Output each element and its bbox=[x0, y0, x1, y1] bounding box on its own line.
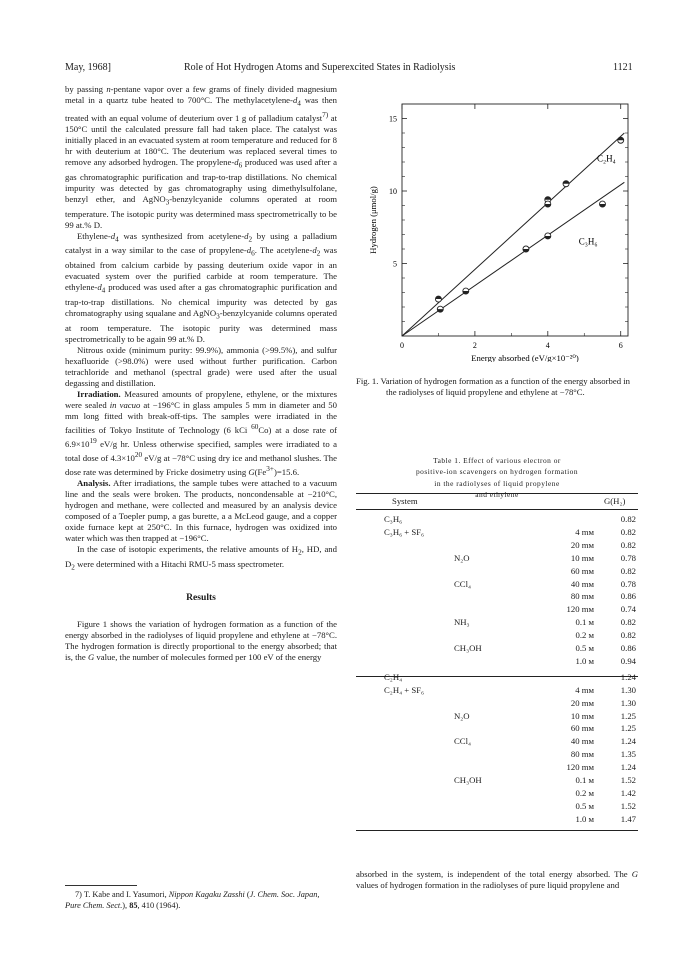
table-cell-concentration: 20 mм bbox=[570, 539, 594, 550]
table-cell-g-value: 1.24 bbox=[620, 671, 636, 682]
table-caption-line: Table 1. Effect of various electron or bbox=[433, 456, 561, 465]
table-cell-g-value: 0.82 bbox=[620, 617, 636, 628]
table-cell-g-value: 1.47 bbox=[620, 813, 636, 824]
table-cell-g-value: 1.30 bbox=[620, 697, 636, 708]
table-cell-g-value: 1.35 bbox=[620, 749, 636, 760]
table-cell-concentration: 60 mм bbox=[570, 565, 594, 576]
table-header-system: System bbox=[392, 496, 418, 506]
table-cell-g-value: 1.25 bbox=[620, 723, 636, 734]
figure-1-chart bbox=[356, 84, 638, 362]
table-cell-concentration: 120 mм bbox=[566, 762, 594, 773]
body-paragraph: Nitrous oxide (minimum purity: 99.9%), ammonia (>99.5%), and sulfur hexafluoride (>98.0%) were used without further purification. Carbon tetrachloride and methanol (spectral grade) were used after the usual degassing and distillation. bbox=[65, 345, 337, 389]
table-cell-scavenger: CCl₄ bbox=[454, 578, 472, 589]
table-cell-scavenger: N₂O bbox=[454, 552, 470, 563]
x-tick-label: 6 bbox=[618, 341, 623, 350]
y-tick-label: 15 bbox=[389, 114, 397, 124]
body-paragraph: Ethylene-$d_4$ was synthesized from acetylene-$d_2$ by using a palladium catalyst in a way similar to the case of propylene-$d_6$. The acetylene-$d_2$ was obtained from calcium carbide by passing deuterium oxide vapor in an evacuated system over the purified carbide at room temperature. The ethylene-$d_4$ produced was used after a gas chromatographic purification and trap-to-trap distillations. No chemical impurity was detected by gas chromatography using squalane and AgNO$_3$-benzylcyanide columns operated at room temperature. The isotopic purity was determined mass spectrometrically to be again 99 at.% D. bbox=[65, 230, 337, 344]
table-cell-g-value: 1.24 bbox=[620, 762, 636, 773]
table-cell-scavenger: CH₃OH bbox=[454, 643, 482, 653]
table-cell-concentration: 10 mм bbox=[570, 710, 594, 721]
table-cell-concentration: 10 mм bbox=[570, 552, 594, 563]
table-cell-concentration: 0.2 м bbox=[575, 630, 594, 641]
body-paragraph: Irradiation. Measured amounts of propylene, ethylene, or the mixtures were sealed in vacuo at −196°C in glass ampules 5 mm in diameter and 50 mm long fitted with break-off-tips. The samples were irradiated in the facilities of Tokyo Institute of Technology (6 kCi $^{60}$Co) at a dose rate of $6.9\times 10^{19}$ eV/g hr. Unless otherwise specified, samples were irradiated to a total dose of $4.3\times 10^{20}$ eV/g at −78°C using dry ice and methanol slushes. The dose rate was determined by Fricke dosimetry using $G(Fe^{3+})=15.6$. bbox=[65, 389, 337, 478]
body-paragraph: Analysis. After irradiations, the sample tubes were attached to a vacuum line and the seals were broken. The products, noncondensable at −210°C, hydrogen and methane, were collected and measured by an analysis device composed of a Toepler pump, a gas burette, a a McLeod gauge, and a copper oxide furnace kept at 250°C. In this furnace, hydrogen was oxidized into water which was then trapped at −196°C. bbox=[65, 478, 337, 544]
table-cell-g-value: 0.86 bbox=[620, 591, 636, 602]
table-cell-scavenger: CH₃OH bbox=[454, 775, 482, 785]
figure-caption bbox=[356, 376, 638, 398]
series-label: C₃H₆ bbox=[578, 236, 598, 247]
table-cell-concentration: 80 mм bbox=[570, 591, 594, 602]
table-caption-line: and ethylene bbox=[475, 490, 519, 500]
series-line bbox=[402, 182, 624, 336]
table-cell-system: C₂H₄ + SF₆ bbox=[384, 684, 425, 695]
footnote bbox=[65, 890, 337, 911]
y-tick-label: 10 bbox=[389, 187, 397, 196]
table-cell-concentration: 1.0 м bbox=[575, 655, 594, 666]
table-cell-g-value: 0.82 bbox=[620, 565, 636, 576]
body-paragraph: In the case of isotopic experiments, the relative amounts of $H_2$, HD, and $D_2$ were determined with a Hitachi RMU-5 mass spectrometer. bbox=[65, 544, 337, 572]
table-cell-g-value: 0.74 bbox=[620, 604, 636, 615]
table-cell-g-value: 0.94 bbox=[620, 655, 636, 666]
table-cell-concentration: 0.5 м bbox=[575, 643, 594, 653]
table-cell-concentration: 80 mм bbox=[570, 749, 594, 760]
table-cell-concentration: 0.1 м bbox=[575, 775, 594, 785]
figure-caption-text: Fig. 1. Variation of hydrogen formation as a function of the energy absorbed in the radiolyses of liquid propylene and ethylene at −78°C. bbox=[356, 376, 630, 397]
table-cell-concentration: 20 mм bbox=[570, 697, 594, 708]
right-column-paragraph: absorbed in the system, is independent of the total energy absorbed. The G values of hydrogen formation in the radiolyses of pure liquid propylene and bbox=[356, 869, 638, 891]
series-label: C₂H₄ bbox=[597, 153, 616, 164]
running-head-title: Role of Hot Hydrogen Atoms and Superexcited States in Radiolysis bbox=[184, 62, 456, 73]
table-cell-g-value: 1.25 bbox=[620, 710, 636, 721]
table-cell-g-value: 0.82 bbox=[620, 514, 636, 524]
table-cell-system: C₂H₄ bbox=[384, 671, 403, 682]
body-paragraph: Figure 1 shows the variation of hydrogen formation as a function of the energy absorbed in the radiolyses of liquid propylene and ethylene at −78°C. The hydrogen formation is directly proportional to the energy absorbed; that is, the G value, the number of molecules formed per 100 eV of the energy bbox=[65, 618, 337, 663]
table-cell-g-value: 0.86 bbox=[620, 643, 636, 653]
table-cell-system: C₃H₆ bbox=[384, 514, 403, 524]
table-cell-g-value: 0.78 bbox=[620, 552, 636, 563]
left-column-text bbox=[65, 84, 337, 663]
table-cell-g-value: 0.82 bbox=[620, 526, 636, 537]
x-axis-label: Energy absorbed (eV/g×10⁻²⁰) bbox=[471, 353, 579, 362]
page-number: 1121 bbox=[613, 62, 633, 73]
table-bottom-rule bbox=[356, 830, 638, 831]
table-cell-concentration: 0.1 м bbox=[575, 617, 594, 628]
table-cell-system: C₃H₆ + SF₆ bbox=[384, 526, 425, 537]
right-column-text bbox=[356, 869, 638, 891]
table-header-g: G(H₂) bbox=[604, 496, 626, 506]
body-paragraph: by passing n-pentane vapor over a few grams of finely divided magnesium metal in a quartz tube heated to 700°C. The methylacetylene-$d_4$ was then treated with an equal volume of deuterium over 1 g of palladium catalyst$^{7)}$ at 150°C until the calculated pressure fall had taken place. The catalyst was initially placed in an evacuated system at room temperature and reduced for 8 hr with deuterium at 180°C. The deuterium was replaced several times to remove any adsorbed hydrogen. The propylene-$d_6$ produced was used after a gas chromatographic purification and trap-to-trap distillations. No chemical impurity was detected by gas chromatography using dimethylsulfolane, benzyl ether, and AgNO$_3$-benzylcyanide columns operated at room temperature. The isotopic purity was determined mass spectrometrically to be 99 at.% D. bbox=[65, 84, 338, 230]
table-cell-concentration: 1.0 м bbox=[575, 813, 594, 824]
table-cell-g-value: 1.42 bbox=[620, 787, 636, 798]
table-cell-concentration: 0.2 м bbox=[575, 787, 594, 798]
table-cell-g-value: 0.78 bbox=[620, 578, 636, 589]
y-axis-label: Hydrogen (μmol/g) bbox=[368, 186, 378, 254]
y-tick-label: 5 bbox=[393, 259, 397, 269]
footnote-text: 7) T. Kabe and I. Yasumori, Nippon Kagaku Zasshi (J. Chem. Soc. Japan, Pure Chem. Sect.), 85, 410 (1964). bbox=[65, 890, 320, 910]
table-cell-concentration: 120 mм bbox=[566, 604, 594, 615]
table-cell-g-value: 0.82 bbox=[620, 630, 636, 641]
table-cell-scavenger: CCl₄ bbox=[454, 736, 472, 747]
table-cell-concentration: 4 mм bbox=[575, 684, 594, 695]
table-cell-concentration: 0.5 м bbox=[575, 800, 594, 811]
x-tick-label: 4 bbox=[545, 341, 550, 350]
table-cell-concentration: 4 mм bbox=[575, 526, 594, 537]
x-tick-label: 2 bbox=[472, 341, 477, 350]
table-cell-g-value: 1.52 bbox=[620, 775, 636, 785]
table-header-rule bbox=[356, 509, 638, 510]
table-caption-line: positive-ion scavengers on hydrogen formation bbox=[415, 467, 579, 477]
table-cell-scavenger: NH₃ bbox=[454, 617, 470, 628]
table-top-rule bbox=[356, 493, 638, 494]
x-tick-label: 0 bbox=[400, 341, 404, 350]
table-cell-g-value: 1.52 bbox=[620, 800, 636, 811]
footnote-rule bbox=[65, 885, 137, 886]
table-cell-g-value: 0.82 bbox=[620, 539, 636, 550]
table-cell-concentration: 40 mм bbox=[570, 736, 594, 747]
table-cell-g-value: 1.30 bbox=[620, 684, 636, 695]
running-head-date: May, 1968] bbox=[65, 62, 112, 73]
table-1 bbox=[356, 493, 638, 833]
table-cell-g-value: 1.24 bbox=[620, 736, 636, 747]
section-heading-results: Results bbox=[186, 591, 216, 603]
series-line bbox=[402, 133, 624, 336]
table-cell-concentration: 60 mм bbox=[570, 723, 594, 734]
table-caption-line: in the radiolyses of liquid propylene bbox=[434, 478, 560, 488]
table-cell-scavenger: N₂O bbox=[454, 710, 470, 721]
table-cell-concentration: 40 mм bbox=[570, 578, 594, 589]
